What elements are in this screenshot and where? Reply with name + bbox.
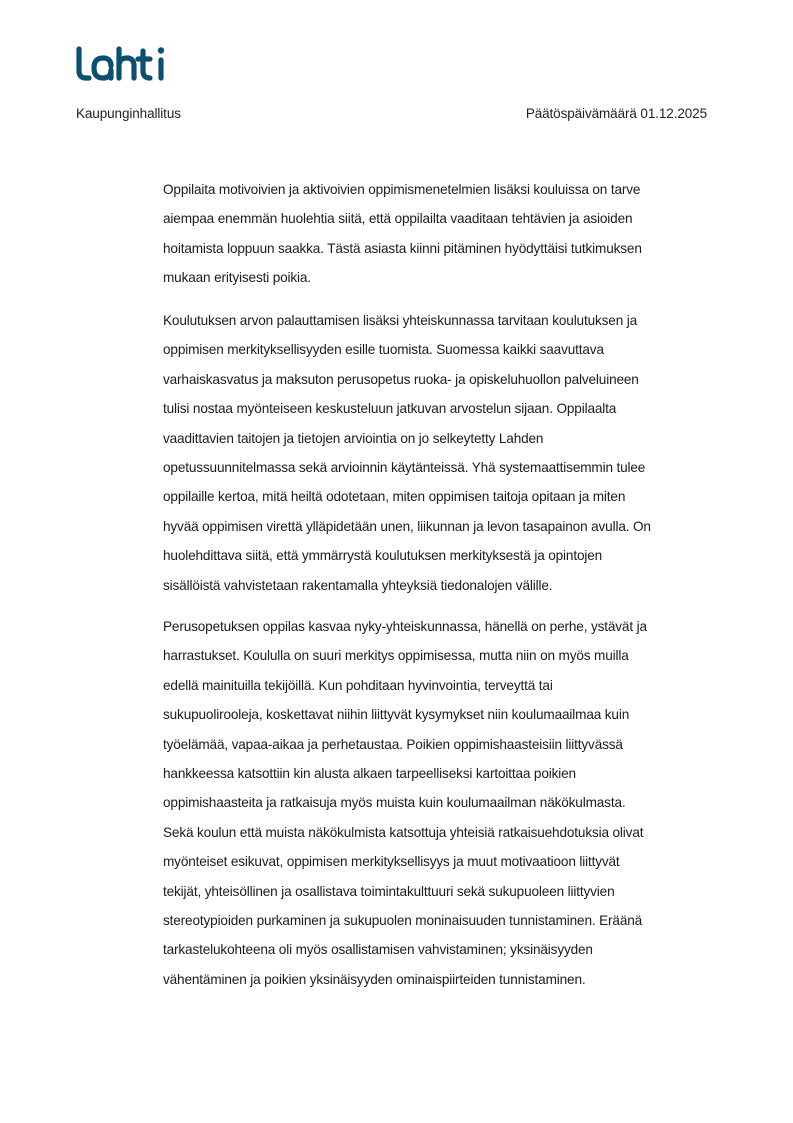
text-line: varhaiskasvatus ja maksuton perusopetus ruoka- ja opiskeluhuollon palveluineen xyxy=(163,371,639,387)
decision-date: Päätöspäivämäärä 01.12.2025 xyxy=(525,106,707,121)
text-line: työelämää, vapaa-aikaa ja perhetaustaa. Poikien oppimishaasteisiin liittyvässä xyxy=(163,736,623,752)
text-line: sisällöistä vahvistetaan rakentamalla yhteyksiä tiedonalojen välille. xyxy=(163,577,553,593)
text-line: stereotypioiden purkaminen ja sukupuolen moninaisuuden tunnistaminen. Eräänä xyxy=(163,912,643,928)
text-line: vähentäminen ja poikien yksinäisyyden ominaispiirteiden tunnistaminen. xyxy=(163,971,586,987)
paragraph xyxy=(163,306,723,600)
text-line: Koulutuksen arvon palauttamisen lisäksi yhteiskunnassa tarvitaan koulutuksen ja xyxy=(163,313,638,328)
text-line: huolehdittava siitä, että ymmärrystä koulutuksen merkityksestä ja opintojen xyxy=(163,548,603,564)
lahti-logo-mark xyxy=(75,46,167,82)
department-name: Kaupunginhallitus xyxy=(76,106,181,121)
paragraph xyxy=(163,612,723,994)
text-line: opetussuunnitelmassa sekä arvioinnin käytänteissä. Yhä systemaattisemmin tulee xyxy=(163,459,646,475)
text-line: hyvää oppimisen virettä ylläpidetään unen, liikunnan ja levon tasapainon avulla. On xyxy=(163,518,651,534)
text-line: harrastukset. Koululla on suuri merkitys oppimisessa, mutta niin on myös muilla xyxy=(163,648,629,664)
text-line: vaadittavien taitojen ja tietojen arviointia on jo selkeytetty Lahden xyxy=(163,430,544,446)
text-line: mukaan erityisesti poikia. xyxy=(163,270,311,286)
text-line: Perusopetuksen oppilas kasvaa nyky-yhteiskunnassa, hänellä on perhe, ystävät ja xyxy=(163,619,647,634)
text-line: Sekä koulun että muista näkökulmista katsottuja yhteisiä ratkaisuehdotuksia olivat xyxy=(163,824,644,840)
paragraph xyxy=(163,175,723,293)
text-line: edellä mainituilla tekijöillä. Kun pohditaan hyvinvointia, terveyttä tai xyxy=(163,677,553,693)
lahti-logo xyxy=(75,46,167,82)
text-line: Oppilaita motivoivien ja aktivoivien oppimismenetelmien lisäksi kouluissa on tarve xyxy=(163,182,641,197)
text-line: hoitamista loppuun saakka. Tästä asiasta kiinni pitäminen hyödyttäisi tutkimuksen xyxy=(163,240,642,256)
text-line: sukupuolirooleja, koskettavat niihin liittyvät kysymykset niin koulumaailmaa kuin xyxy=(163,707,630,723)
text-line: tarkastelukohteena oli myös osallistamisen vahvistaminen; yksinäisyyden xyxy=(163,942,593,958)
text-line: oppimishaasteita ja ratkaisuja myös muista kuin koulumaailman näkökulmasta. xyxy=(163,795,626,811)
text-line: oppilaille kertoa, mitä heiltä odotetaan, miten oppimisen taitoja opitaan ja miten xyxy=(163,489,626,505)
text-line: aiempaa enemmän huolehtia siitä, että oppilailta vaaditaan tehtävien ja asioiden xyxy=(163,211,633,227)
text-line: oppimisen merkityksellisyyden esille tuomista. Suomessa kaikki saavuttava xyxy=(163,342,604,358)
text-line: tekijät, yhteisöllinen ja osallistava toimintakulttuuri sekä sukupuoleen liittyvien xyxy=(163,883,615,899)
text-line: hankkeessa katsottiin kin alusta alkaen tarpeelliseksi kartoittaa poikien xyxy=(163,765,576,781)
text-line: tulisi nostaa myönteiseen keskusteluun jatkuvan arvostelun sijaan. Oppilaalta xyxy=(163,401,617,417)
text-line: myönteiset esikuvat, oppimisen merkityksellisyys ja muut motivaatioon liittyvät xyxy=(163,854,620,870)
